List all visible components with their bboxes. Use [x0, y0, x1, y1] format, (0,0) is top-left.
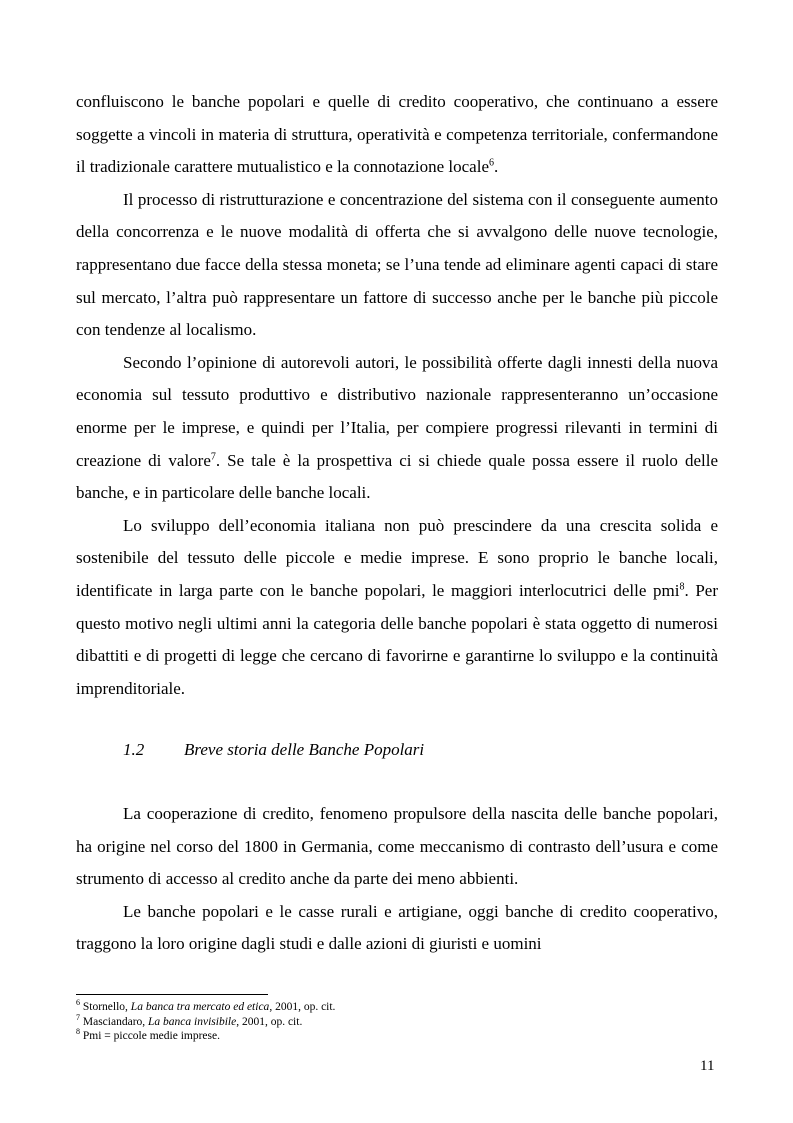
footnote-6: $^6$ Stornello, La banca tra mercato ed etica, 2001, op. cit.	[76, 998, 336, 1013]
footnote-ref-7: 7	[210, 450, 216, 462]
section-paragraph-1: La cooperazione di credito, fenomeno propulsore della nascita delle banche popolari, ha origine nel corso del 1800 in Germania, come meccanismo di contrasto dell’usura e come strumento di accesso al credito anche da parte dei meno abbienti.	[76, 804, 718, 889]
footnote-8: $^8$ Pmi = piccole medie imprese.	[76, 1027, 220, 1042]
paragraph-3: Secondo l’opinione di autorevoli autori, le possibilità offerte dagli innesti della nuova economia sul tessuto produttivo e distributivo nazionale rappresenteranno un’occasione enorme per le imprese, e quindi per l’Italia, per compiere progressi rilevanti in termini di creazione di valore$^7$. Se tale è la prospettiva ci si chiede quale possa essere il ruolo delle banche, e in particolare delle banche locali.	[76, 352, 719, 503]
paragraph-4: Lo sviluppo dell’economia italiana non può prescindere da una crescita solida e sostenibile del tessuto delle piccole e medie imprese. E sono proprio le banche locali, identificate in larga parte con le banche popolari, le maggiori interlocutrici delle pmi$^8$. Per questo motivo negli ultimi anni la categoria delle banche popolari è stata oggetto di numerosi dibattiti e di progetti di legge che cercano di favorirne e garantirne lo sviluppo e la continuità imprenditoriale.	[76, 515, 718, 698]
section-title: Breve storia delle Banche Popolari	[184, 740, 425, 759]
footnotes	[76, 1000, 718, 1044]
footnote-7: $^7$ Masciandaro, La banca invisibile, 2001, op. cit.	[76, 1012, 303, 1028]
footnote-separator	[76, 994, 268, 995]
section-number: 1.2	[123, 740, 145, 759]
paragraph-2: Il processo di ristrutturazione e concentrazione del sistema con il conseguente aumento della concorrenza e le nuove modalità di offerta che si avvalgono delle nuove tecnologie, rappresentano due facce della stessa moneta; se l’una tende ad eliminare agenti capaci di stare sul mercato, l’altra può rappresentare un fattore di successo anche per le banche più piccole con tendenze al localismo.	[76, 189, 718, 340]
section-heading	[123, 734, 424, 766]
section-paragraph-2: Le banche popolari e le casse rurali e artigiane, oggi banche di credito cooperativo, traggono la loro origine dagli studi e dalle azioni di giuristi e uomini	[76, 901, 718, 954]
section-body-text	[76, 798, 718, 961]
paragraph-1: confluiscono le banche popolari e quelle di credito cooperativo, che continuano a essere soggette a vincoli in materia di struttura, operatività e competenza territoriale, confermandone il tradizionale carattere mutualistico e la connotazione locale$^6$.	[76, 92, 718, 177]
page-number: 11	[700, 1058, 715, 1074]
footnote-ref-8: 8	[679, 581, 685, 593]
body-text	[76, 86, 718, 705]
footnote-ref-6: 6	[489, 157, 494, 169]
